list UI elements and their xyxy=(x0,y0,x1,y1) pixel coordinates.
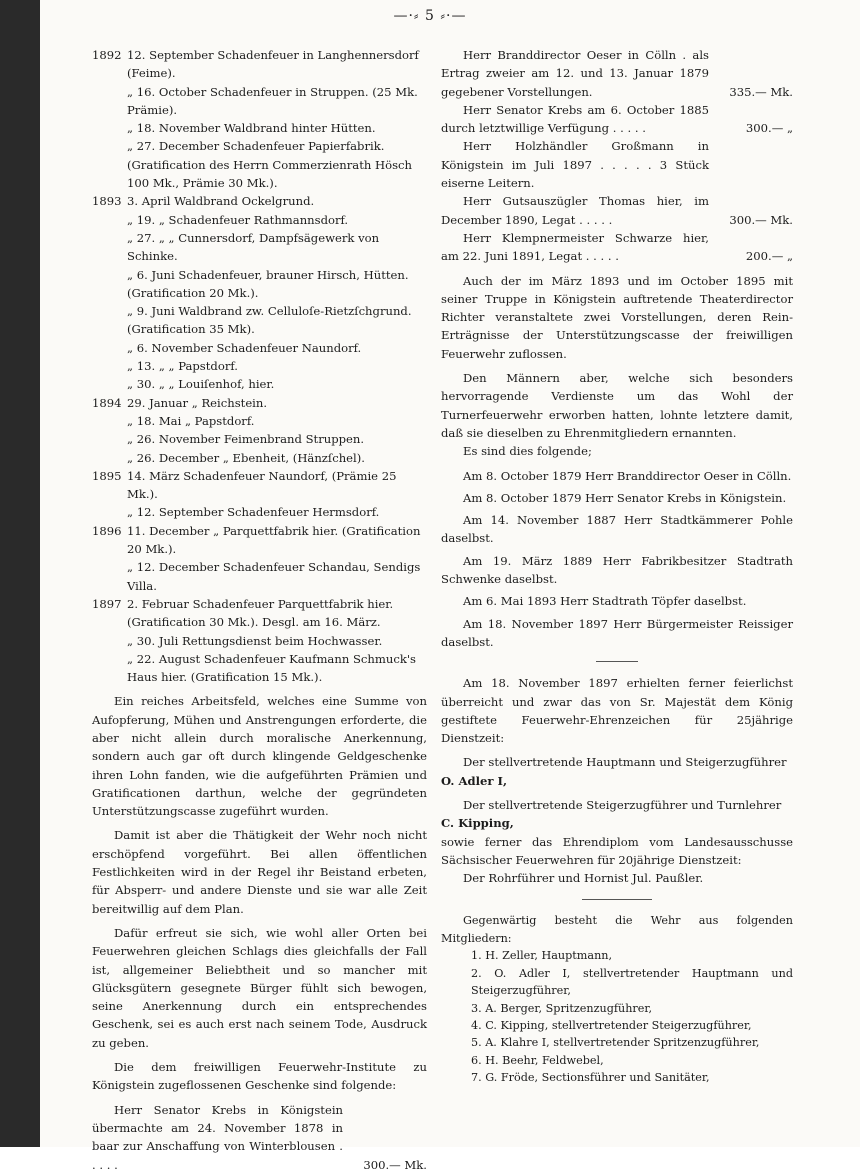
left-column xyxy=(92,46,427,1174)
paragraph: Auch der im März 1893 und im October 1895 mit seiner Truppe in Königstein auftretende Theaterdirector Richter veranstaltete zwei Vorstellungen, deren Rein-Erträgnisse der Unterstützungscasse der freiwilligen Feuerwehr zuflossen. xyxy=(441,273,793,361)
paragraph: Es sind dies folgende; xyxy=(463,444,592,459)
gift-entry xyxy=(441,229,793,266)
log-year xyxy=(92,632,127,650)
log-year xyxy=(92,412,127,430)
log-text: „ 18. November Waldbrand hinter Hütten. xyxy=(127,121,376,136)
log-entry xyxy=(92,119,427,137)
gift-text: Herr Klempnermeister Schwarze hier, am 22. Juni 1891, Legat . . . . . xyxy=(441,230,709,264)
member-item: 5. A. Klahre I, stellvertretender Spritzenzugführer, xyxy=(471,1036,760,1050)
log-text: „ 6. November Schadenfeuer Naundorf. xyxy=(127,340,362,355)
gift-text: Herr Senator Krebs am 6. October 1885 durch letztwillige Verfügung . . . . . xyxy=(441,102,709,136)
members-intro: Gegenwärtig besteht die Wehr aus folgenden Mitgliedern: xyxy=(441,914,793,945)
right-paragraphs xyxy=(441,272,793,652)
log-entry xyxy=(92,83,427,120)
log-entry xyxy=(92,394,427,412)
gift-list xyxy=(441,46,793,272)
log-year xyxy=(92,558,127,595)
member-item: 1. H. Zeller, Hauptmann, xyxy=(471,949,613,963)
log-text: „ 9. Juni Waldbrand zw. Celluloſe-Rietzſchgrund. (Gratification 35 Mk). xyxy=(127,304,412,337)
honorary-entry: Am 19. März 1889 Herr Fabrikbesitzer Stadtrath Schwenke daselbst. xyxy=(441,553,793,587)
log-text: „ 26. November Feimenbrand Struppen. xyxy=(127,432,365,447)
member-item: 7. G. Fröde, Sectionsführer und Sanitäter, xyxy=(471,1071,710,1085)
log-text: 3. April Waldbrand Ockelgrund. xyxy=(127,194,315,209)
gift-amount: 200.— „ xyxy=(745,249,793,264)
member-item: 3. A. Berger, Spritzenzugführer, xyxy=(471,1001,653,1015)
paragraph: Ein reiches Arbeitsfeld, welches eine Summe von Aufopferung, Mühen und Anstrengungen erforderte, die aber nicht allein durch moralische Anerkennung, sondern auch gar oft durch klingende Geldgeschenke ihren Lohn fanden, wie die aufgeführten Prämien und Gratificationen darthun, welche der gegründeten Unterstützungscasse zugeführt wurden. xyxy=(92,694,427,819)
honorary-list xyxy=(441,467,793,652)
log-text: 12. September Schadenfeuer in Langhennersdorf (Feime). xyxy=(127,48,419,81)
log-entry xyxy=(92,375,427,393)
member-item: 4. C. Kipping, stellvertretender Steigerzugführer, xyxy=(471,1018,752,1032)
gift-entry xyxy=(92,1101,427,1174)
log-text: „ 6. Juni Schadenfeuer, brauner Hirsch, Hütten. (Gratification 20 Mk.). xyxy=(127,267,409,300)
right-column xyxy=(441,46,793,1087)
gift-entry xyxy=(441,192,793,229)
gift-amount: 335.— Mk. xyxy=(729,84,793,99)
gift-text: Herr Senator Krebs in Königstein übermachte am 24. November 1878 in baar zur Anschaffung von Winterblousen . . . . . xyxy=(92,1102,343,1172)
gift-text: Herr Holzhändler Großmann in Königstein im Juli 1897 . . . . . 3 Stück eiserne Leitern. xyxy=(441,139,709,191)
log-text: „ 16. October Schadenfeuer in Struppen. (25 Mk. Prämie). xyxy=(127,84,418,117)
log-year xyxy=(92,449,127,467)
log-entry xyxy=(92,449,427,467)
log-entry xyxy=(92,522,427,559)
log-year xyxy=(92,375,127,393)
log-year: 1895 xyxy=(92,468,122,483)
paragraph: Damit ist aber die Thätigkeit der Wehr noch nicht erschöpfend vorgeführt. Bei allen öffentlichen Festlichkeiten wird in der Regel ihr Beistand erbeten, für Absperr- und andere Dienste und sie war alle Zeit bereitwillig auf dem Plan. xyxy=(92,828,427,916)
gift-amount: 300.— Mk. xyxy=(363,1157,427,1172)
member-item: 2. O. Adler I, stellvertretender Hauptmann und Steigerzugführer, xyxy=(471,966,793,998)
log-year xyxy=(92,430,127,448)
award-role: Der stellvertretende Hauptmann und Steigerzugführer xyxy=(463,755,787,770)
log-text: „ 22. August Schadenfeuer Kaufmann Schmuck's Haus hier. (Gratification 15 Mk.). xyxy=(127,651,416,685)
award-name: C. Kipping, xyxy=(441,816,514,831)
log-year xyxy=(92,302,127,339)
log-text: „ 12. December Schadenfeuer Schandau, Sendigs Villa. xyxy=(127,560,421,593)
log-year xyxy=(92,137,127,192)
log-entry xyxy=(92,412,427,430)
award-role: Der stellvertretende Steigerzugführer und Turnlehrer xyxy=(463,797,782,812)
paragraph: Den Männern aber, welche sich besonders hervorragende Verdienste um das Wohl der Turnerfeuerwehr erworben hatten, lohnte letztere damit, daß sie dieselben zu Ehrenmitgliedern ernannten. xyxy=(441,371,793,440)
gift-text: Herr Branddirector Oeser in Cölln . als Ertrag zweier am 12. und 13. Januar 1879 gegebener Vorstellungen. xyxy=(441,48,709,99)
divider xyxy=(582,899,652,900)
paragraph: Dafür erfreut sie sich, wie wohl aller Orten bei Feuerwehren gleichen Schlags dies gleichfalls der Fall ist, allgemeiner Beliebtheit und so mancher mit Glücksgütern gesegnete Bürger fühlt sich bewogen, seine Anerkennung durch ein entsprechendes Geschenk, sei es auch erst nach seinem Tode, Ausdruck zu geben. xyxy=(92,925,427,1050)
log-entry xyxy=(92,211,427,229)
log-year xyxy=(92,503,127,521)
log-year xyxy=(92,83,127,120)
member-item: 6. H. Beehr, Feldwebel, xyxy=(471,1053,604,1067)
award-name: O. Adler I, xyxy=(441,773,507,788)
paragraph: Die dem freiwilligen Feuerwehr-Institute zu Königstein zugeflossenen Geschenke sind folgende: xyxy=(92,1060,427,1093)
award-recipient: Der Rohrführer und Hornist Jul. Paußler. xyxy=(463,871,704,886)
log-text: „ 27. December Schadenfeuer Papierfabrik. (Gratification des Herrn Commerzienrath Hösch 100 Mk., Prämie 30 Mk.). xyxy=(127,139,413,191)
page-number: —·⸗ 5 ⸗·— xyxy=(393,8,467,24)
log-text: „ 27. „ „ Cunnersdorf, Dampfsägewerk von Schinke. xyxy=(127,230,380,264)
log-year: 1897 xyxy=(92,596,122,611)
log-text: „ 19. „ Schadenfeuer Rathmannsdorf. xyxy=(127,212,349,227)
log-entry xyxy=(92,503,427,521)
log-year xyxy=(92,229,127,266)
honorary-entry: Am 14. November 1887 Herr Stadtkämmerer Pohle daselbst. xyxy=(441,513,793,546)
log-text: „ 12. September Schadenfeuer Hermsdorf. xyxy=(127,505,380,520)
member-list xyxy=(441,947,793,1086)
honorary-entry: Am 8. October 1879 Herr Senator Krebs in Königstein. xyxy=(463,490,787,505)
log-entry xyxy=(92,302,427,339)
log-text: „ 30. Juli Rettungsdienst beim Hochwasser. xyxy=(127,633,383,648)
log-entry xyxy=(92,137,427,192)
log-text: 2. Februar Schadenfeuer Parquettfabrik hier. (Gratification 30 Mk.). Desgl. am 16. März. xyxy=(127,596,394,630)
log-entry xyxy=(92,357,427,375)
log-text: 14. März Schadenfeuer Naundorf, (Prämie 25 Mk.). xyxy=(127,468,397,502)
log-year xyxy=(92,357,127,375)
award-intro: Am 18. November 1897 erhielten ferner feierlichst überreicht und zwar das von Sr. Majestät dem König gestiftete Feuerwehr-Ehrenzeichen für 25jährige Dienstzeit: xyxy=(441,676,793,746)
log-year xyxy=(92,650,127,687)
gift-text: Herr Gutsauszügler Thomas hier, im December 1890, Legat . . . . . xyxy=(441,194,709,227)
log-year: 1896 xyxy=(92,523,122,538)
log-entry xyxy=(92,46,427,83)
log-entry xyxy=(92,192,427,210)
honorary-entry: Am 6. Mai 1893 Herr Stadtrath Töpfer daselbst. xyxy=(463,594,747,609)
log-year xyxy=(92,339,127,357)
log-text: „ 13. „ „ Papstdorf. xyxy=(127,359,238,374)
award-section xyxy=(441,674,793,887)
divider xyxy=(596,661,638,662)
log-text: 11. December „ Parquettfabrik hier. (Gratification 20 Mk.). xyxy=(127,523,421,557)
log-entry xyxy=(92,595,427,632)
honorary-entry: Am 8. October 1879 Herr Branddirector Oeser in Cölln. xyxy=(463,468,792,483)
log-entry xyxy=(92,229,427,266)
fire-log xyxy=(92,46,427,686)
log-entry xyxy=(92,339,427,357)
log-entry xyxy=(92,430,427,448)
gift-entry xyxy=(441,101,793,138)
log-text: 29. Januar „ Reichstein. xyxy=(127,395,268,410)
log-year xyxy=(92,119,127,137)
left-paragraphs xyxy=(92,692,427,1173)
gift-entry xyxy=(441,46,793,101)
honorary-entry: Am 18. November 1897 Herr Bürgermeister Reissiger daselbst. xyxy=(441,616,793,649)
award-diploma: sowie ferner das Ehrendiplom vom Landesausschusse Sächsischer Feuerwehren für 20jährige Dienstzeit: xyxy=(441,834,793,867)
members-section xyxy=(441,912,793,1086)
scan-edge xyxy=(0,0,40,1147)
log-year xyxy=(92,266,127,303)
log-text: „ 18. Mai „ Papstdorf. xyxy=(127,413,255,428)
gift-entry xyxy=(441,137,793,192)
log-year: 1892 xyxy=(92,48,122,62)
log-entry xyxy=(92,632,427,650)
log-entry xyxy=(92,558,427,595)
log-entry xyxy=(92,266,427,303)
gift-amount: 300.— Mk. xyxy=(729,212,793,227)
log-text: „ 30. „ „ Louiſenhof, hier. xyxy=(127,377,275,392)
log-year: 1894 xyxy=(92,395,122,410)
log-entry xyxy=(92,467,427,504)
log-text: „ 26. December „ Ebenheit, (Hänzſchel). xyxy=(127,450,365,465)
gift-amount: 300.— „ xyxy=(745,121,793,136)
log-year: 1893 xyxy=(92,194,122,209)
log-entry xyxy=(92,650,427,687)
log-year xyxy=(92,211,127,229)
